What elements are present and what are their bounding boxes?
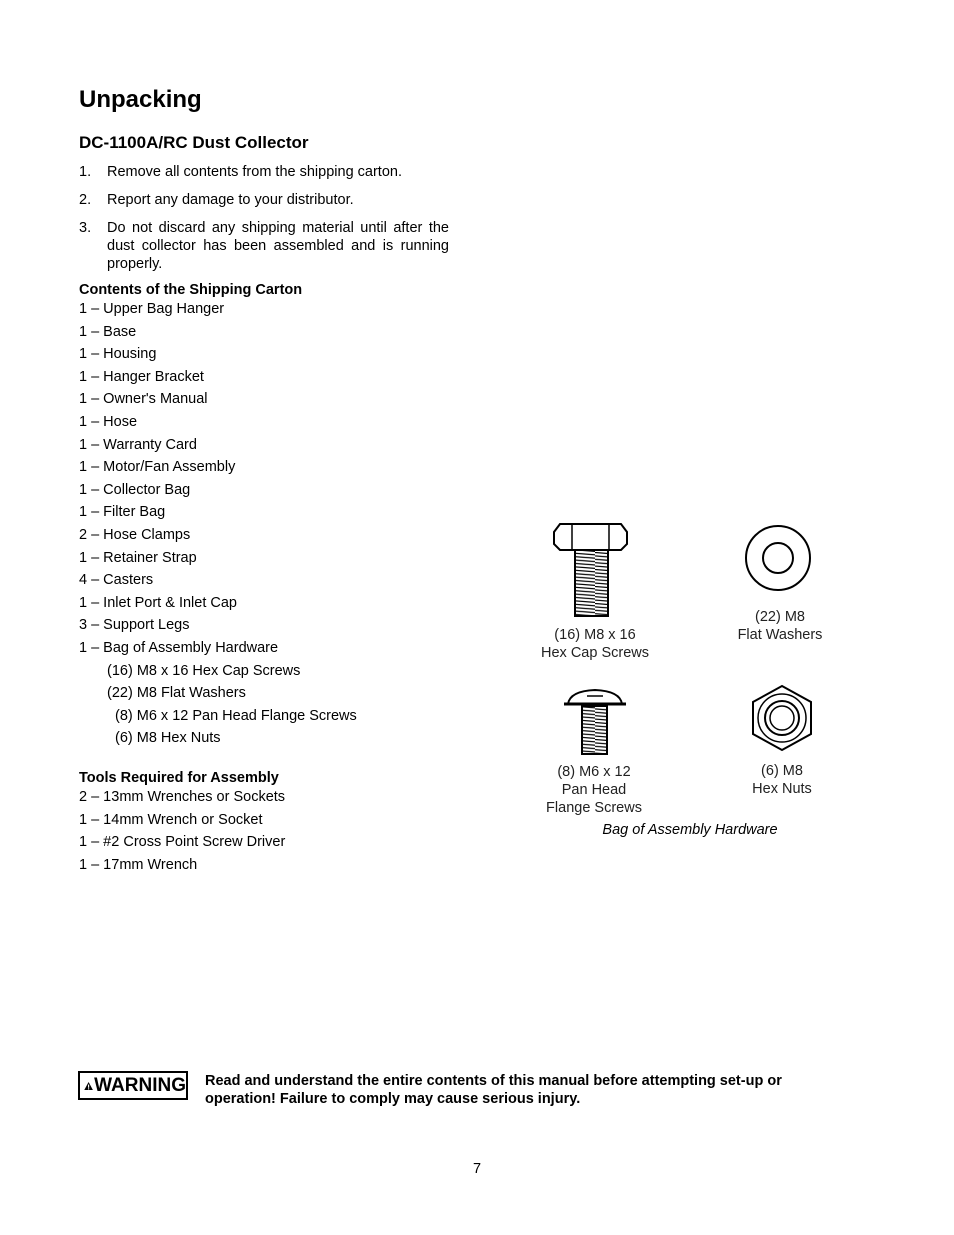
hardware-figure (535, 518, 855, 818)
list-item: 1 – Inlet Port & Inlet Cap (79, 594, 237, 611)
step-number: 2. (79, 192, 92, 208)
hex-nut-icon (753, 686, 811, 750)
section-title: DC-1100A/RC Dust Collector (79, 133, 309, 152)
hardware-qty-text: (22) M8 (755, 609, 805, 625)
list-item: 1 – 17mm Wrench (79, 856, 198, 873)
hardware-name-text: Pan Head (561, 782, 627, 798)
list-item: 1 – Owner's Manual (79, 391, 208, 408)
step-number: 3. (79, 220, 92, 236)
page-number: 7 (472, 1161, 482, 1177)
hardware-sub-item: (8) M6 x 12 Pan Head Flange Screws (115, 707, 357, 724)
step-item (79, 163, 449, 181)
flat-washer-label (720, 608, 840, 644)
warning-text: Read and understand the entire contents of this manual before attempting set-up or operation! Failure to comply may cause serious injury. (205, 1073, 782, 1107)
list-item: 1 – #2 Cross Point Screw Driver (79, 834, 286, 851)
hex-cap-screw-icon (554, 524, 627, 616)
hardware-sub-item: (6) M8 Hex Nuts (115, 730, 221, 747)
list-item: 1 – Hanger Bracket (79, 368, 204, 385)
flat-washer-icon (746, 526, 810, 590)
unpacking-steps (79, 163, 449, 283)
tools-list (79, 788, 285, 878)
step-item (79, 219, 449, 273)
hardware-sub-item: (22) M8 Flat Washers (107, 685, 246, 702)
list-item: 2 – Hose Clamps (79, 526, 191, 543)
list-item: 1 – Hose (79, 413, 138, 430)
step-text: Report any damage to your distributor. (107, 192, 354, 208)
warning-badge (78, 1071, 188, 1100)
list-item: 1 – 14mm Wrench or Socket (79, 811, 263, 828)
list-item: 1 – Collector Bag (79, 481, 191, 498)
step-text: Do not discard any shipping material until after the dust collector has been assembled and is running properly. (107, 220, 449, 272)
hex-nut-label (722, 762, 842, 798)
hardware-name-text: Flange Screws (546, 800, 642, 816)
list-item: 1 – Motor/Fan Assembly (79, 459, 236, 476)
hardware-qty-text: (6) M8 (761, 763, 803, 779)
hardware-qty-text: (16) M8 x 16 (554, 627, 636, 643)
pan-head-screw-icon (564, 690, 626, 754)
contents-heading: Contents of the Shipping Carton (79, 282, 303, 298)
figure-caption: Bag of Assembly Hardware (602, 822, 778, 838)
tools-heading: Tools Required for Assembly (79, 770, 279, 786)
contents-list (79, 300, 357, 752)
step-number: 1. (79, 164, 92, 180)
hardware-name-text: Hex Cap Screws (541, 645, 649, 661)
list-item: 1 – Upper Bag Hanger (79, 301, 225, 317)
list-item: 1 – Warranty Card (79, 436, 197, 453)
list-item: 4 – Casters (79, 572, 154, 589)
hardware-name-text: Flat Washers (737, 627, 823, 643)
hex-cap-screw-label (535, 626, 655, 662)
warning-triangle-icon (84, 1078, 93, 1094)
page-title: Unpacking (79, 86, 202, 113)
list-item: 1 – Bag of Assembly Hardware (79, 639, 279, 656)
hardware-name-text: Hex Nuts (752, 781, 812, 797)
step-text: Remove all contents from the shipping carton. (107, 164, 402, 180)
list-item: 2 – 13mm Wrenches or Sockets (79, 789, 286, 805)
pan-head-screw-label (535, 763, 653, 817)
list-item: 3 – Support Legs (79, 617, 190, 634)
list-item: 1 – Filter Bag (79, 504, 166, 521)
hardware-qty-text: (8) M6 x 12 (557, 764, 631, 780)
list-item: 1 – Housing (79, 346, 157, 363)
warning-label: WARNING (94, 1074, 186, 1096)
list-item: 1 – Retainer Strap (79, 549, 197, 566)
step-item (79, 191, 449, 209)
list-item: 1 – Base (79, 323, 137, 340)
hardware-sub-item: (16) M8 x 16 Hex Cap Screws (107, 662, 301, 679)
